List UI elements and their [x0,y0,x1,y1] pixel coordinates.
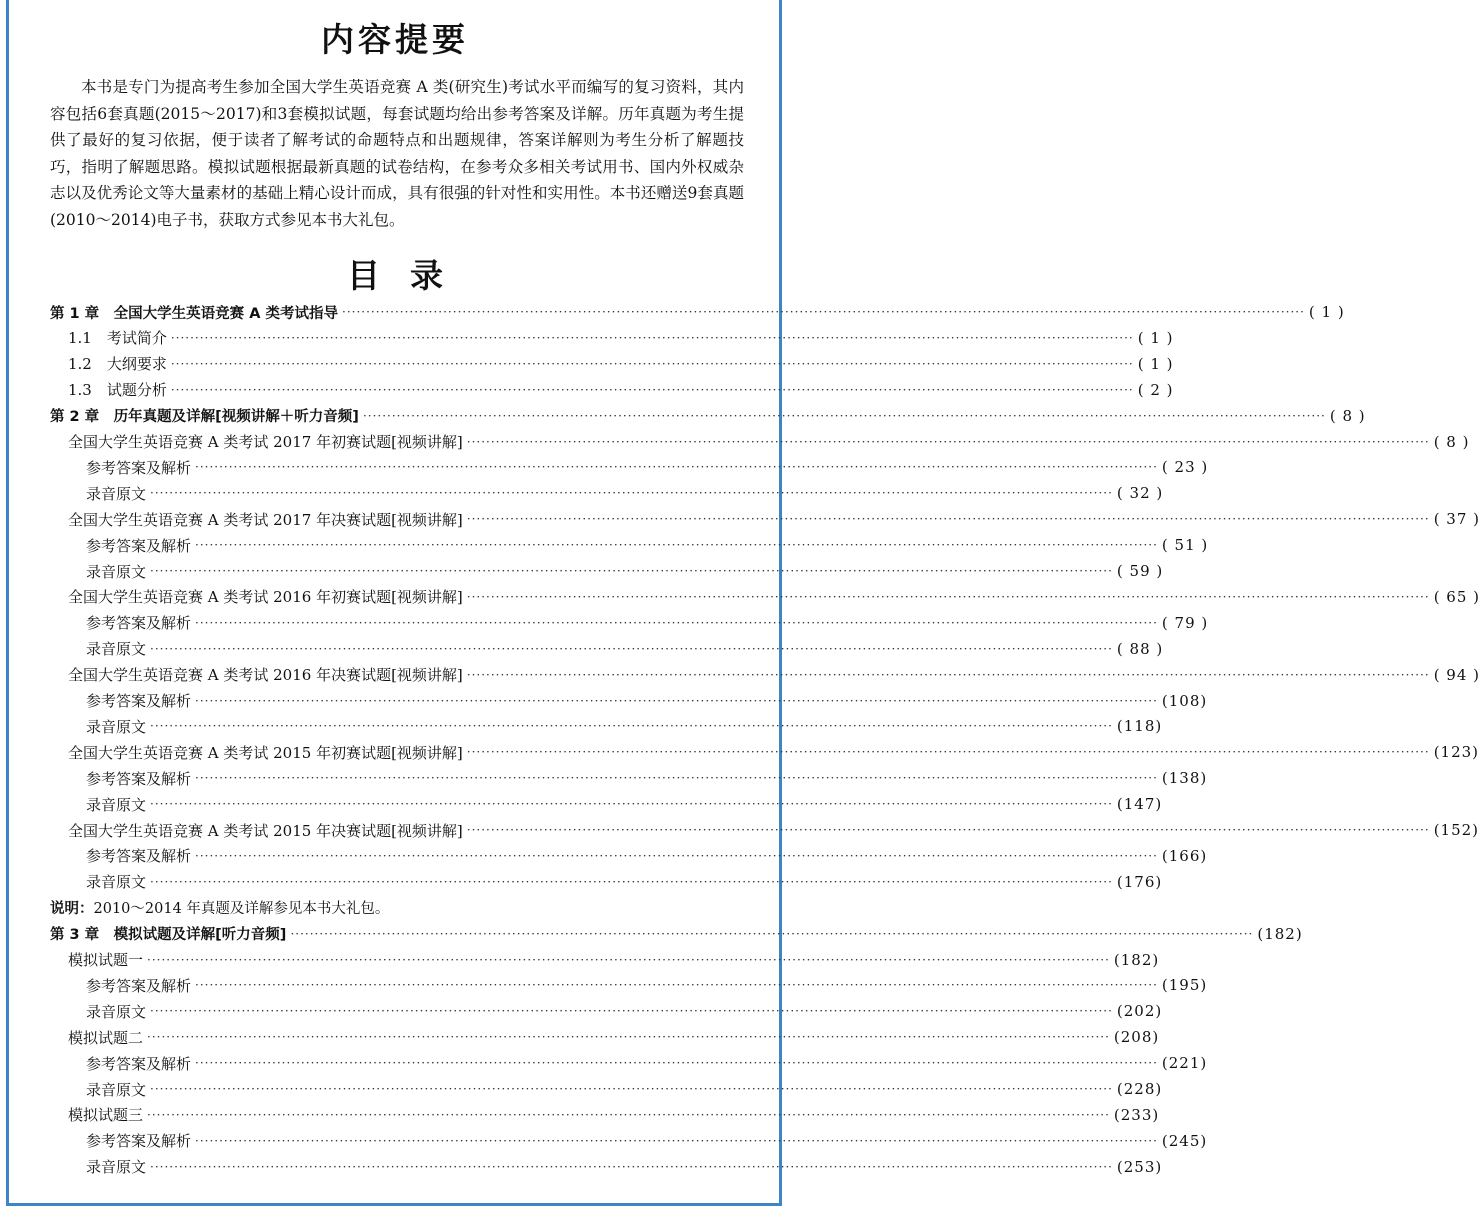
toc-entry[interactable] [0,739,1480,765]
toc-entry-label: 参考答案及解析 [86,769,192,788]
toc-entry[interactable] [0,662,1480,688]
toc-entry-label: 第 2 章 历年真题及详解[视频讲解＋听力音频] [50,409,359,426]
toc-entry-label: 参考答案及解析 [86,458,192,477]
toc-entry-page: (202) [1116,1002,1163,1021]
toc-entry[interactable] [0,584,1480,610]
toc-entry-label: 全国大学生英语竞赛 A 类考试 2017 年初赛试题[视频讲解] [68,433,463,451]
toc-entry-page: ( 2 ) [1137,380,1174,399]
toc-leader-dots: ········································································································································································································ [150,564,1113,578]
toc-entry-page: (245) [1161,1131,1208,1150]
toc-entry-page: ( 1 ) [1137,354,1174,373]
toc-leader-dots: ········································································································································································································ [150,641,1113,656]
toc-entry-page: ( 8 ) [1433,432,1470,451]
toc-entry-label: 全国大学生英语竞赛 A 类考试 2017 年决赛试题[视频讲解] [68,510,463,529]
toc-entry[interactable] [0,506,1480,532]
toc-entry-page: (195) [1161,976,1208,995]
toc-entry-label: 第 3 章 模拟试题及详解[听力音频] [50,927,287,944]
toc-entry[interactable] [0,1128,1208,1154]
toc-leader-dots: ········································································································································································································ [170,382,1134,397]
toc-entry-page: (152) [1433,821,1480,839]
summary-section [50,74,744,233]
toc-entry[interactable] [0,1050,1208,1076]
toc-entry[interactable] [0,1076,1163,1102]
toc-entry-page: ( 94 ) [1433,665,1480,684]
toc-leader-dots: ········································································································································································································ [150,1004,1113,1019]
toc-title: 目录 [347,256,473,295]
toc-leader-dots: ········································································································································································································ [170,356,1134,371]
toc-entry[interactable] [0,480,1164,506]
toc-entry-label: 录音原文 [86,640,147,659]
toc-entry-label: 录音原文 [86,484,147,503]
toc-entry[interactable] [0,532,1209,558]
toc-entry-page: (147) [1116,795,1163,814]
toc-entry-page: ( 65 ) [1433,587,1480,606]
toc-entry[interactable] [0,869,1163,895]
toc-entry-label: 参考答案及解析 [86,976,192,995]
toc-leader-dots: ········································································································································································································ [466,589,1430,604]
toc-leader-dots: ········································································································································································································ [150,1082,1113,1096]
toc-leader-dots: ········································································································································································································ [466,667,1430,682]
toc-leader-dots: ········································································································································································································ [147,952,1110,967]
toc-entry[interactable] [0,791,1163,817]
summary-title: 内容提要 [321,20,469,59]
toc-entry[interactable] [0,1102,1160,1128]
toc-entry-label: 1.1 考试简介 [68,329,167,348]
toc-leader-dots: ········································································································································································································ [362,408,1326,423]
toc-note-text: 2010～2014 年真题及详解参见本书大礼包。 [93,900,390,917]
toc-entry-label: 参考答案及解析 [86,614,192,633]
toc-leader-dots: ········································································································································································································ [195,1133,1158,1148]
toc-leader-dots: ········································································································································································································ [147,1107,1110,1122]
toc-entry-label: 全国大学生英语竞赛 A 类考试 2015 年初赛试题[视频讲解] [68,743,463,762]
toc-entry-label: 参考答案及解析 [86,536,192,555]
toc-entry[interactable] [0,713,1163,739]
toc-entry-page: (253) [1116,1157,1163,1176]
toc-entry[interactable] [0,558,1164,584]
toc-entry-label: 全国大学生英语竞赛 A 类考试 2016 年初赛试题[视频讲解] [68,588,463,607]
toc-chapter-entry[interactable] [0,299,1345,325]
toc-entry[interactable] [0,377,1174,403]
toc-entry-page: (118) [1116,717,1163,736]
toc-leader-dots: ········································································································································································································ [150,719,1113,734]
toc-entry-page: (182) [1257,924,1303,943]
toc-entry-label: 全国大学生英语竞赛 A 类考试 2016 年决赛试题[视频讲解] [68,666,463,685]
toc-entry-label: 录音原文 [86,1080,147,1099]
toc-entry-page: ( 88 ) [1116,639,1164,658]
toc-entry[interactable] [0,998,1163,1024]
toc-entry-label: 模拟试题一 [68,951,144,969]
toc-entry[interactable] [0,765,1208,791]
toc-entry-label: 录音原文 [86,562,147,581]
toc-entry-label: 参考答案及解析 [86,692,192,710]
toc-entry-page: ( 59 ) [1116,562,1164,580]
toc-entry-page: (228) [1116,1080,1163,1098]
toc-entry-page: (182) [1113,950,1160,969]
toc-entry-label: 录音原文 [86,717,147,736]
toc-leader-dots: ········································································································································································································ [170,330,1134,345]
toc-leader-dots: ········································································································································································································ [147,1030,1110,1045]
toc-entry[interactable] [0,429,1470,455]
toc-entry[interactable] [0,351,1174,377]
toc-entry-label: 全国大学生英语竞赛 A 类考试 2015 年决赛试题[视频讲解] [68,821,463,840]
toc-entry-page: (233) [1113,1105,1160,1124]
toc-entry-label: 1.2 大纲要求 [68,355,167,374]
toc-chapter-entry[interactable] [0,921,1303,947]
toc-leader-dots: ········································································································································································································ [290,926,1254,941]
toc-entry[interactable] [0,454,1209,480]
toc-note [50,897,389,918]
toc-chapter-entry[interactable] [0,403,1366,429]
toc-entry[interactable] [0,817,1480,843]
toc-leader-dots: ········································································································································································································ [195,615,1158,630]
toc-entry-page: ( 23 ) [1161,458,1209,477]
toc-entry-page: ( 8 ) [1329,406,1366,425]
toc-leader-dots: ········································································································································································································ [195,538,1158,553]
toc-entry-page: ( 79 ) [1161,613,1209,632]
toc-leader-dots: ········································································································································································································ [150,874,1113,889]
toc-leader-dots: ········································································································································································································ [342,305,1305,319]
toc-entry-page: ( 1 ) [1137,328,1174,347]
toc-entry[interactable] [0,972,1208,998]
toc-entry-label: 参考答案及解析 [86,1132,192,1151]
toc-entry-page: ( 32 ) [1116,484,1164,503]
toc-entry-label: 模拟试题三 [68,1106,144,1125]
toc-entry[interactable] [0,1024,1160,1050]
toc-leader-dots: ········································································································································································································ [195,693,1158,708]
toc-entry-label: 录音原文 [86,1002,147,1021]
toc-entry[interactable] [0,688,1208,714]
toc-entry-page: (108) [1161,691,1208,710]
toc-entry-label: 参考答案及解析 [86,1054,192,1073]
toc-entry[interactable] [0,843,1208,869]
toc-entry-label: 第 1 章 全国大学生英语竞赛 A 类考试指导 [50,305,339,322]
toc-entry-label: 1.3 试题分析 [68,381,167,400]
toc-note-label: 说明： [50,900,94,917]
toc-leader-dots: ········································································································································································································ [466,434,1430,449]
toc-entry-page: ( 51 ) [1161,536,1209,555]
toc-entry-label: 录音原文 [86,795,147,814]
toc-entry-label: 录音原文 [86,1158,147,1177]
toc-leader-dots: ········································································································································································································ [195,771,1158,786]
toc-leader-dots: ········································································································································································································ [195,1056,1158,1071]
toc-entry-page: ( 37 ) [1433,510,1480,529]
toc-entry-label: 参考答案及解析 [86,847,192,866]
toc-entry-label: 模拟试题二 [68,1028,144,1047]
summary-paragraph: 本书是专门为提高考生参加全国大学生英语竞赛 A 类(研究生)考试水平而编写的复习资料，其内容包括6套真题(2015～2017)和3套模拟试题，每套试题均给出参考答案及详解。历年真题为考生提供了最好的复习依据，便于读者了解考试的命题特点和出题规律，答案详解则为考生分析了解题技巧，指明了解题思路。模拟试题根据最新真题的试卷结构，在参考众多相关考试用书、国内外权威杂志以及优秀论文等大量素材的基础上精心设计而成，具有很强的针对性和实用性。本书还赠送9套真题(2010～2014)电子书，获取方式参见本书大礼包。 [50,78,744,229]
toc-leader-dots: ········································································································································································································ [150,486,1113,501]
toc-entry-page: (176) [1116,872,1163,891]
toc-entry-page: (166) [1161,846,1208,865]
toc-entry[interactable] [0,325,1174,351]
toc-entry-page: (138) [1161,769,1208,788]
toc-entry-page: (123) [1433,743,1480,762]
toc-entry[interactable] [0,610,1209,636]
toc-leader-dots: ········································································································································································································ [466,745,1430,760]
toc-leader-dots: ········································································································································································································ [195,460,1158,475]
toc-leader-dots: ········································································································································································································ [466,512,1430,527]
toc-entry[interactable] [0,636,1164,662]
toc-entry-label: 录音原文 [86,873,147,892]
toc-leader-dots: ········································································································································································································ [150,797,1113,812]
toc-entry[interactable] [0,947,1160,973]
toc-leader-dots: ········································································································································································································ [195,848,1158,863]
toc-leader-dots: ········································································································································································································ [195,978,1158,993]
toc-entry[interactable] [0,1154,1163,1180]
toc-entry-page: ( 1 ) [1308,303,1345,321]
toc-entry-page: (221) [1161,1054,1208,1073]
toc-leader-dots: ········································································································································································································ [150,1159,1113,1174]
toc-entry-page: (208) [1113,1028,1160,1047]
toc-leader-dots: ········································································································································································································ [466,823,1430,837]
